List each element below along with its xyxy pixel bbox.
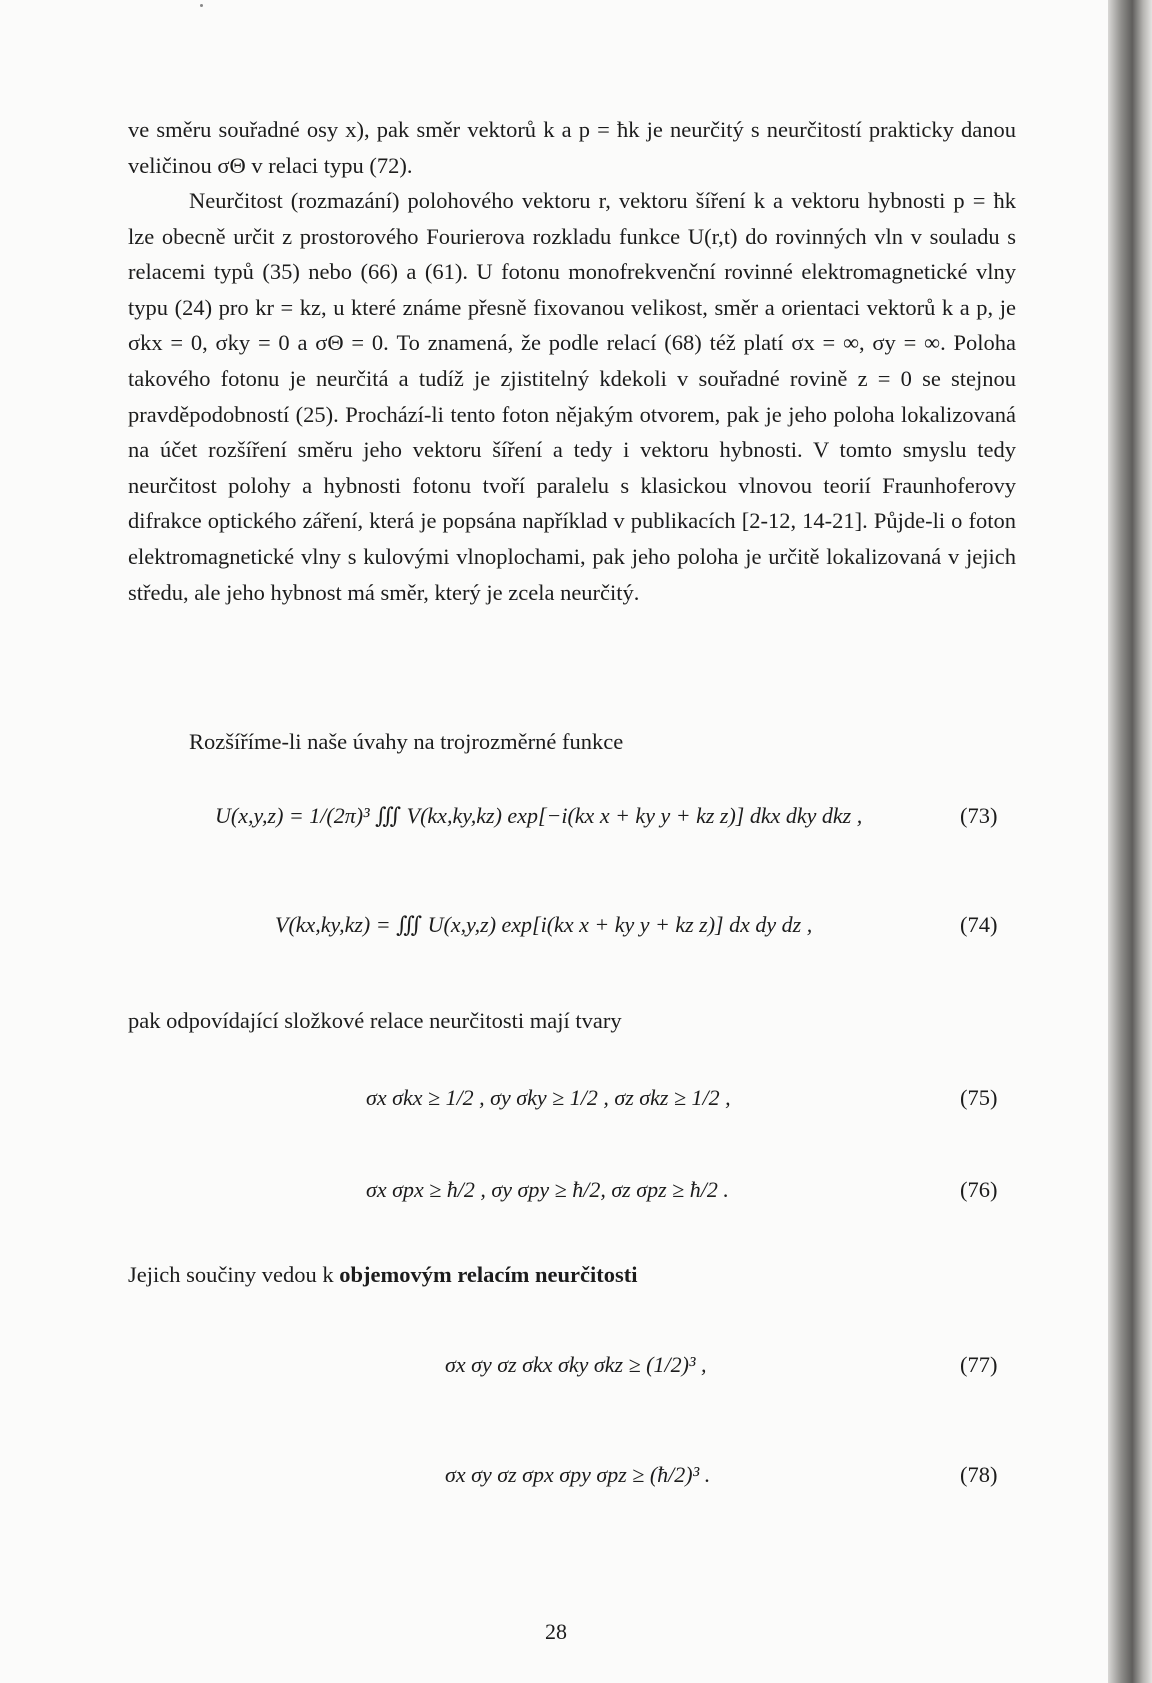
scan-speck: [200, 4, 203, 7]
scan-binding-edge: [1108, 0, 1152, 1683]
bold-phrase: objemovým relacím neurčitosti: [339, 1262, 638, 1287]
equation-number-73: (73): [960, 803, 998, 828]
paragraph-3: Rozšíříme-li naše úvahy na trojrozměrné funkce: [189, 729, 624, 754]
equation-77: σx σy σz σkx σky σkz ≥ (1/2)³ ,: [445, 1352, 707, 1377]
paragraph-components: [128, 1003, 1016, 1039]
equation-number-76: (76): [960, 1177, 998, 1202]
paragraph-5: [128, 1257, 1016, 1293]
equation-78: σx σy σz σpx σpy σpz ≥ (ħ/2)³ .: [445, 1462, 711, 1487]
paragraph-5-text: Jejich součiny vedou k: [128, 1262, 340, 1287]
equation-number-75: (75): [960, 1085, 998, 1110]
equation-number-74: (74): [960, 912, 998, 937]
equation-73: U(x,y,z) = 1/(2π)³ ∭ V(kx,ky,kz) exp[−i(kx x + ky y + kz z)] dkx dky dkz ,: [215, 803, 863, 828]
paragraph-products: [128, 1257, 1016, 1293]
paragraph-continued: [128, 112, 1016, 183]
paragraph-4: pak odpovídající složkové relace neurčitosti mají tvary: [128, 1008, 622, 1033]
equation-number-77: (77): [960, 1352, 998, 1377]
page-number: 28: [545, 1619, 567, 1644]
paragraph-intro-3d: [128, 724, 1016, 760]
paragraph-2: Neurčitost (rozmazání) polohového vektoru r, vektoru šíření k a vektoru hybnosti p = ħk lze obecně určit z prostorového Fourierova rozkladu funkce U(r,t) do rovinných vln v souladu s relacemi typů (35) nebo (66) a (61). U fotonu monofrekvenční rovinné elektromagnetické vlny typu (24) pro kr = kz, u které známe přesně fixovanou velikost, směr a orientaci vektorů k a p, je σkx = 0, σky = 0 a σΘ = 0. To znamená, že podle relací (68) též platí σx = ∞, σy = ∞. Poloha takového fotonu je neurčitá a tudíž je zjistitelný kdekoli v souřadné rovině z = 0 se stejnou pravděpodobností (25). Prochází-li tento foton nějakým otvorem, pak je jeho poloha lokalizovaná na účet rozšíření směru jeho vektoru šíření a tedy i vektoru hybnosti. V tomto smyslu tedy neurčitost polohy a hybnosti fotonu tvoří paralelu s klasickou vlnovou teorií Fraunhoferovy difrakce optického záření, která je popsána například v publikacích [2-12, 14-21]. Půjde-li o foton elektromagnetické vlny s kulovými vlnoplochami, pak jeho poloha je určitě lokalizovaná v jejich středu, ale jeho hybnost má směr, který je zcela neurčitý.: [128, 188, 1016, 605]
equation-74: V(kx,ky,kz) = ∭ U(x,y,z) exp[i(kx x + ky y + kz z)] dx dy dz ,: [275, 912, 813, 937]
equation-75: σx σkx ≥ 1/2 , σy σky ≥ 1/2 , σz σkz ≥ 1/2 ,: [366, 1085, 731, 1110]
paragraph-main: [128, 183, 1016, 610]
paragraph-1: ve směru souřadné osy x), pak směr vektorů k a p = ħk je neurčitý s neurčitostí prakticky danou veličinou σΘ v relaci typu (72).: [128, 117, 1016, 178]
equation-number-78: (78): [960, 1462, 998, 1487]
equation-76: σx σpx ≥ ħ/2 , σy σpy ≥ ħ/2, σz σpz ≥ ħ/2 .: [366, 1177, 729, 1202]
